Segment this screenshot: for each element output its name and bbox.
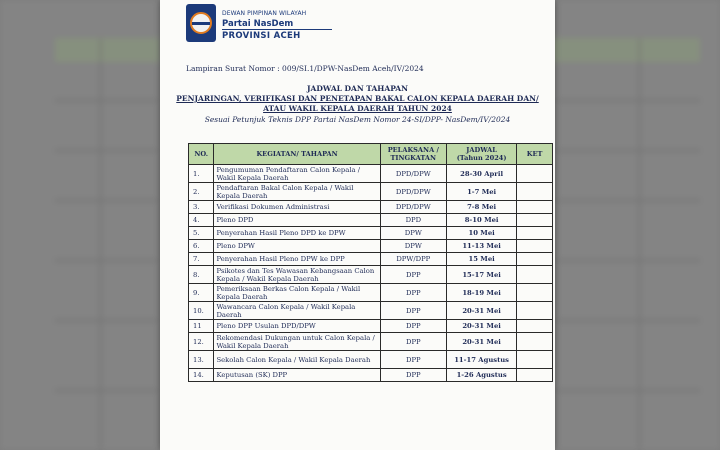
row-kegiatan: Rekomendasi Dukungan untuk Calon Kepala / Wakil Kepala Daerah — [214, 333, 380, 351]
row-pelaksana: DPP — [380, 320, 446, 333]
row-kegiatan: Pleno DPW — [214, 240, 380, 253]
table-row — [189, 320, 553, 333]
schedule-table — [188, 143, 553, 382]
table-row — [189, 183, 553, 201]
row-ket — [517, 266, 553, 284]
row-jadwal: 18-19 Mei — [446, 284, 516, 302]
row-ket — [517, 333, 553, 351]
background-header-right — [550, 38, 700, 62]
row-no: 1. — [189, 165, 214, 183]
row-pelaksana: DPP — [380, 369, 446, 382]
row-no: 3. — [189, 201, 214, 214]
row-pelaksana: DPD/DPW — [380, 165, 446, 183]
background-rule — [55, 260, 160, 261]
document-page — [160, 0, 555, 450]
row-ket — [517, 183, 553, 201]
row-pelaksana: DPW/DPP — [380, 253, 446, 266]
row-kegiatan: Pengumuman Pendaftaran Calon Kepala / Wakil Kepala Daerah — [214, 165, 380, 183]
row-no: 8. — [189, 266, 214, 284]
row-kegiatan: Psikotes dan Tes Wawasan Kebangsaan Calon Kepala / Wakil Kepala Daerah — [214, 266, 380, 284]
row-no: 7. — [189, 253, 214, 266]
row-ket — [517, 351, 553, 369]
table-row — [189, 351, 553, 369]
row-pelaksana: DPP — [380, 266, 446, 284]
org-line-2: Partai NasDem — [222, 19, 294, 29]
row-jadwal: 20-31 Mei — [446, 302, 516, 320]
row-no: 5. — [189, 227, 214, 240]
letterhead — [186, 4, 386, 44]
row-ket — [517, 201, 553, 214]
row-no: 12. — [189, 333, 214, 351]
row-jadwal: 10 Mei — [446, 227, 516, 240]
table-row — [189, 214, 553, 227]
org-rule — [222, 29, 332, 30]
row-no: 11 — [189, 320, 214, 333]
header-jadwal-line-1: JADWAL — [466, 146, 497, 154]
row-jadwal: 1-7 Mei — [446, 183, 516, 201]
row-ket — [517, 320, 553, 333]
row-ket — [517, 165, 553, 183]
header-no: NO. — [189, 144, 214, 165]
header-jadwal — [446, 144, 516, 165]
table-row — [189, 266, 553, 284]
background-rule — [535, 320, 700, 321]
row-no: 4. — [189, 214, 214, 227]
background-left-panel — [0, 0, 160, 450]
row-jadwal: 1-26 Agustus — [446, 369, 516, 382]
row-pelaksana: DPD — [380, 214, 446, 227]
row-kegiatan: Pleno DPD — [214, 214, 380, 227]
row-no: 6. — [189, 240, 214, 253]
row-jadwal: 28-30 April — [446, 165, 516, 183]
row-ket — [517, 240, 553, 253]
background-rule — [55, 100, 160, 101]
background-rule — [55, 200, 160, 201]
doc-title-line-1: JADWAL DAN TAHAPAN — [307, 84, 408, 93]
row-ket — [517, 253, 553, 266]
row-kegiatan: Pleno DPP Usulan DPD/DPW — [214, 320, 380, 333]
row-no: 2. — [189, 183, 214, 201]
row-pelaksana: DPD/DPW — [380, 183, 446, 201]
background-rule — [535, 260, 700, 261]
row-pelaksana: DPW — [380, 227, 446, 240]
row-pelaksana: DPP — [380, 333, 446, 351]
table-row — [189, 227, 553, 240]
table-row — [189, 333, 553, 351]
background-rule — [535, 150, 700, 151]
table-row — [189, 284, 553, 302]
background-rule — [55, 390, 160, 391]
header-pelaksana — [380, 144, 446, 165]
row-no: 14. — [189, 369, 214, 382]
row-jadwal: 8-10 Mei — [446, 214, 516, 227]
background-rule — [100, 38, 101, 450]
row-no: 13. — [189, 351, 214, 369]
table-row — [189, 165, 553, 183]
row-kegiatan: Keputusan (SK) DPP — [214, 369, 380, 382]
doc-title-line-2-text: PENJARINGAN, VERIFIKASI DAN PENETAPAN BAKAL CALON KEPALA DAERAH DAN/ — [176, 94, 539, 103]
row-no: 9. — [189, 284, 214, 302]
row-ket — [517, 227, 553, 240]
row-ket — [517, 369, 553, 382]
header-kegiatan: KEGIATAN/ TAHAPAN — [214, 144, 380, 165]
table-row — [189, 201, 553, 214]
row-ket — [517, 214, 553, 227]
table-row — [189, 240, 553, 253]
background-header-left — [55, 38, 160, 62]
background-rule — [55, 320, 160, 321]
row-ket — [517, 284, 553, 302]
header-jadwal-line-2: (Tahun 2024) — [456, 154, 507, 162]
party-logo-icon — [186, 4, 216, 42]
background-rule — [535, 200, 700, 201]
row-kegiatan: Verifikasi Dokumen Administrasi — [214, 201, 380, 214]
table-header-row — [189, 144, 553, 165]
row-pelaksana: DPP — [380, 302, 446, 320]
row-kegiatan: Penyerahan Hasil Pleno DPW ke DPP — [214, 253, 380, 266]
row-kegiatan: Sekolah Calon Kepala / Wakil Kepala Daerah — [214, 351, 380, 369]
row-jadwal: 11-13 Mei — [446, 240, 516, 253]
row-ket — [517, 302, 553, 320]
header-pelaksana-line-2: TINGKATAN — [390, 154, 437, 162]
row-pelaksana: DPD/DPW — [380, 201, 446, 214]
row-kegiatan: Pendaftaran Bakal Calon Kepala / Wakil Kepala Daerah — [214, 183, 380, 201]
row-jadwal: 20-31 Mei — [446, 333, 516, 351]
doc-subtitle: Sesuai Petunjuk Teknis DPP Partai NasDem Nomor 24-SI/DPP- NasDem/IV/2024 — [204, 115, 511, 124]
background-rule — [55, 150, 160, 151]
header-pelaksana-line-1: PELAKSANA / — [387, 146, 439, 154]
logo-stripe — [192, 22, 210, 25]
doc-title-line-3-text: ATAU WAKIL KEPALA DAERAH TAHUN 2024 — [263, 104, 452, 113]
background-right-panel — [555, 0, 720, 450]
row-pelaksana: DPP — [380, 351, 446, 369]
row-jadwal: 15-17 Mei — [446, 266, 516, 284]
row-jadwal: 20-31 Mei — [446, 320, 516, 333]
org-line-1: DEWAN PIMPINAN WILAYAH — [222, 10, 307, 17]
doc-title-line-3 — [160, 104, 555, 113]
row-jadwal: 11-17 Agustus — [446, 351, 516, 369]
row-jadwal: 7-8 Mei — [446, 201, 516, 214]
row-jadwal: 15 Mei — [446, 253, 516, 266]
row-pelaksana: DPW — [380, 240, 446, 253]
row-no: 10. — [189, 302, 214, 320]
header-ket: KET — [517, 144, 553, 165]
row-kegiatan: Penyerahan Hasil Pleno DPD ke DPW — [214, 227, 380, 240]
org-line-3: PROVINSI ACEH — [222, 31, 301, 41]
row-pelaksana: DPP — [380, 284, 446, 302]
table-row — [189, 369, 553, 382]
doc-title-line-2 — [160, 94, 555, 103]
row-kegiatan: Pemeriksaan Berkas Calon Kepala / Wakil Kepala Daerah — [214, 284, 380, 302]
background-rule — [639, 38, 640, 450]
background-rule — [535, 100, 700, 101]
row-kegiatan: Wawancara Calon Kepala / Wakil Kepala Daerah — [214, 302, 380, 320]
table-row — [189, 302, 553, 320]
background-rule — [535, 390, 700, 391]
attachment-reference: Lampiran Surat Nomor : 009/SI.1/DPW-NasDem Aceh/IV/2024 — [186, 64, 424, 73]
table-row — [189, 253, 553, 266]
